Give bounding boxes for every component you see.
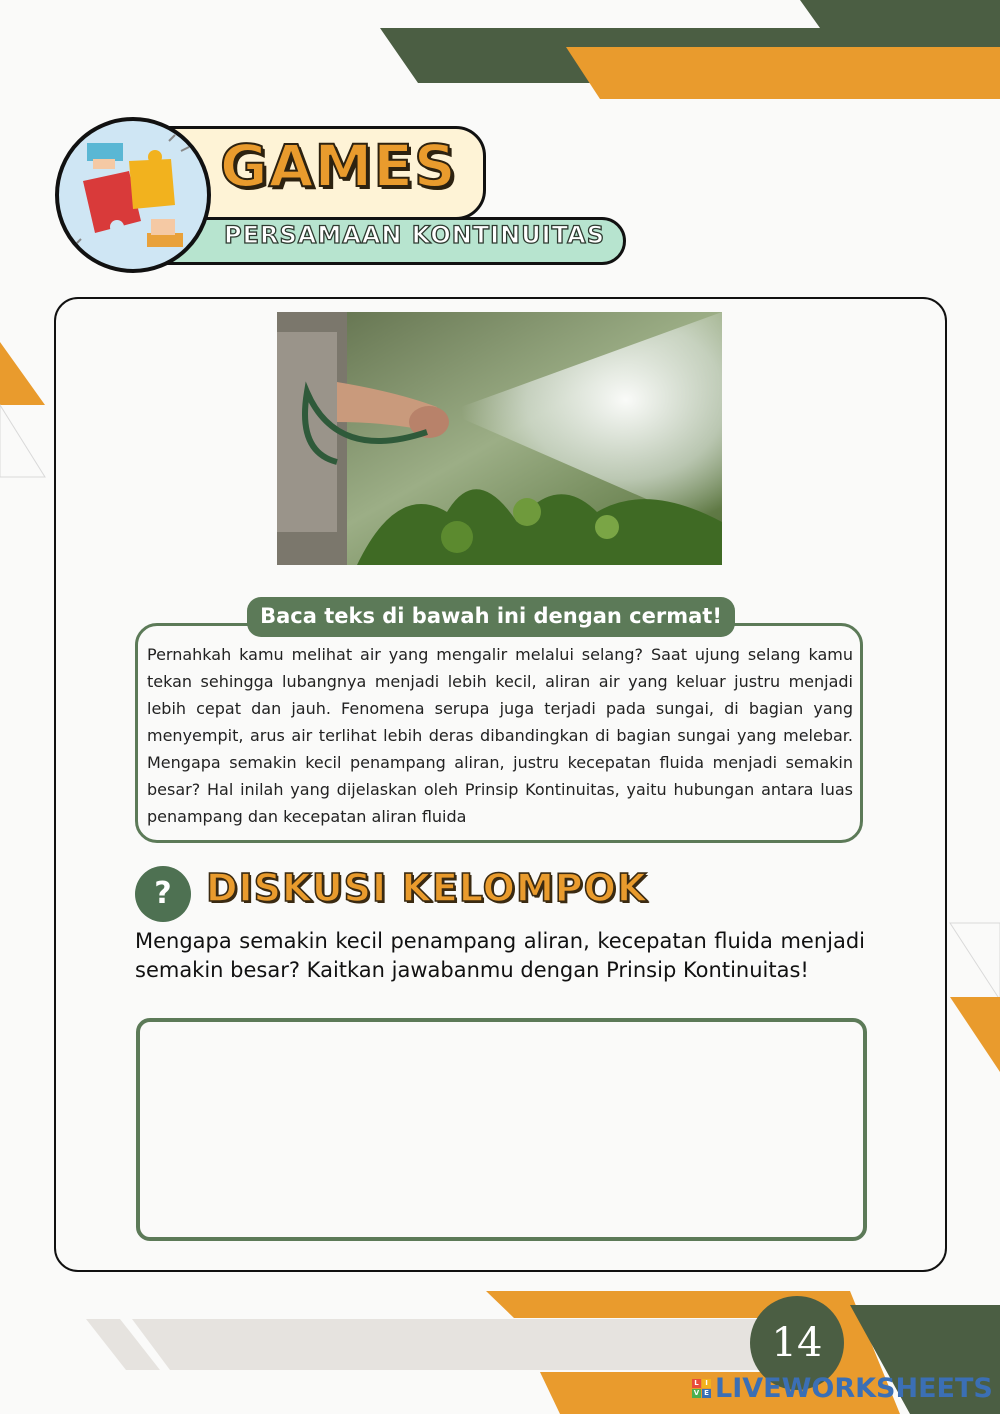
brand-name: LIVEWORKSHEETS — [715, 1373, 993, 1404]
page-subtitle: PERSAMAAN KONTINUITAS — [224, 221, 605, 249]
discussion-title: DISKUSI KELOMPOK — [206, 866, 648, 910]
puzzle-hands-icon — [55, 117, 211, 273]
reading-instruction-label: Baca teks di bawah ini dengan cermat! — [247, 597, 735, 637]
page-number: 14 — [750, 1296, 844, 1390]
liveworksheets-logo-icon: L I V E — [692, 1379, 711, 1398]
question-mark-icon: ? — [135, 866, 191, 922]
reading-passage: Pernahkah kamu melihat air yang mengalir melalui selang? Saat ujung selang kamu tekan sehingga lubangnya menjadi lebih kecil, aliran air yang keluar justru menjadi lebih cepat dan jauh. Fenomena serupa juga terjadi pada sungai, di bagian yang menyempit, arus air terlihat lebih deras dibandingkan di bagian sungai yang melebar. Mengapa semakin kecil penampang aliran, justru kecepatan fluida menjadi semakin besar? Hal inilah yang dijelaskan oleh Prinsip Kontinuitas, yaitu hubungan antara luas penampang dan kecepatan aliran fluida — [147, 645, 853, 826]
answer-input-box[interactable] — [136, 1018, 867, 1241]
discussion-question: Mengapa semakin kecil penampang aliran, kecepatan fluida menjadi semakin besar? Kaitkan jawabanmu dengan Prinsip Kontinuitas! — [135, 929, 865, 982]
liveworksheets-brand — [692, 1373, 993, 1404]
garden-hose-spray-image — [277, 312, 722, 565]
page-title: GAMES — [220, 132, 457, 200]
